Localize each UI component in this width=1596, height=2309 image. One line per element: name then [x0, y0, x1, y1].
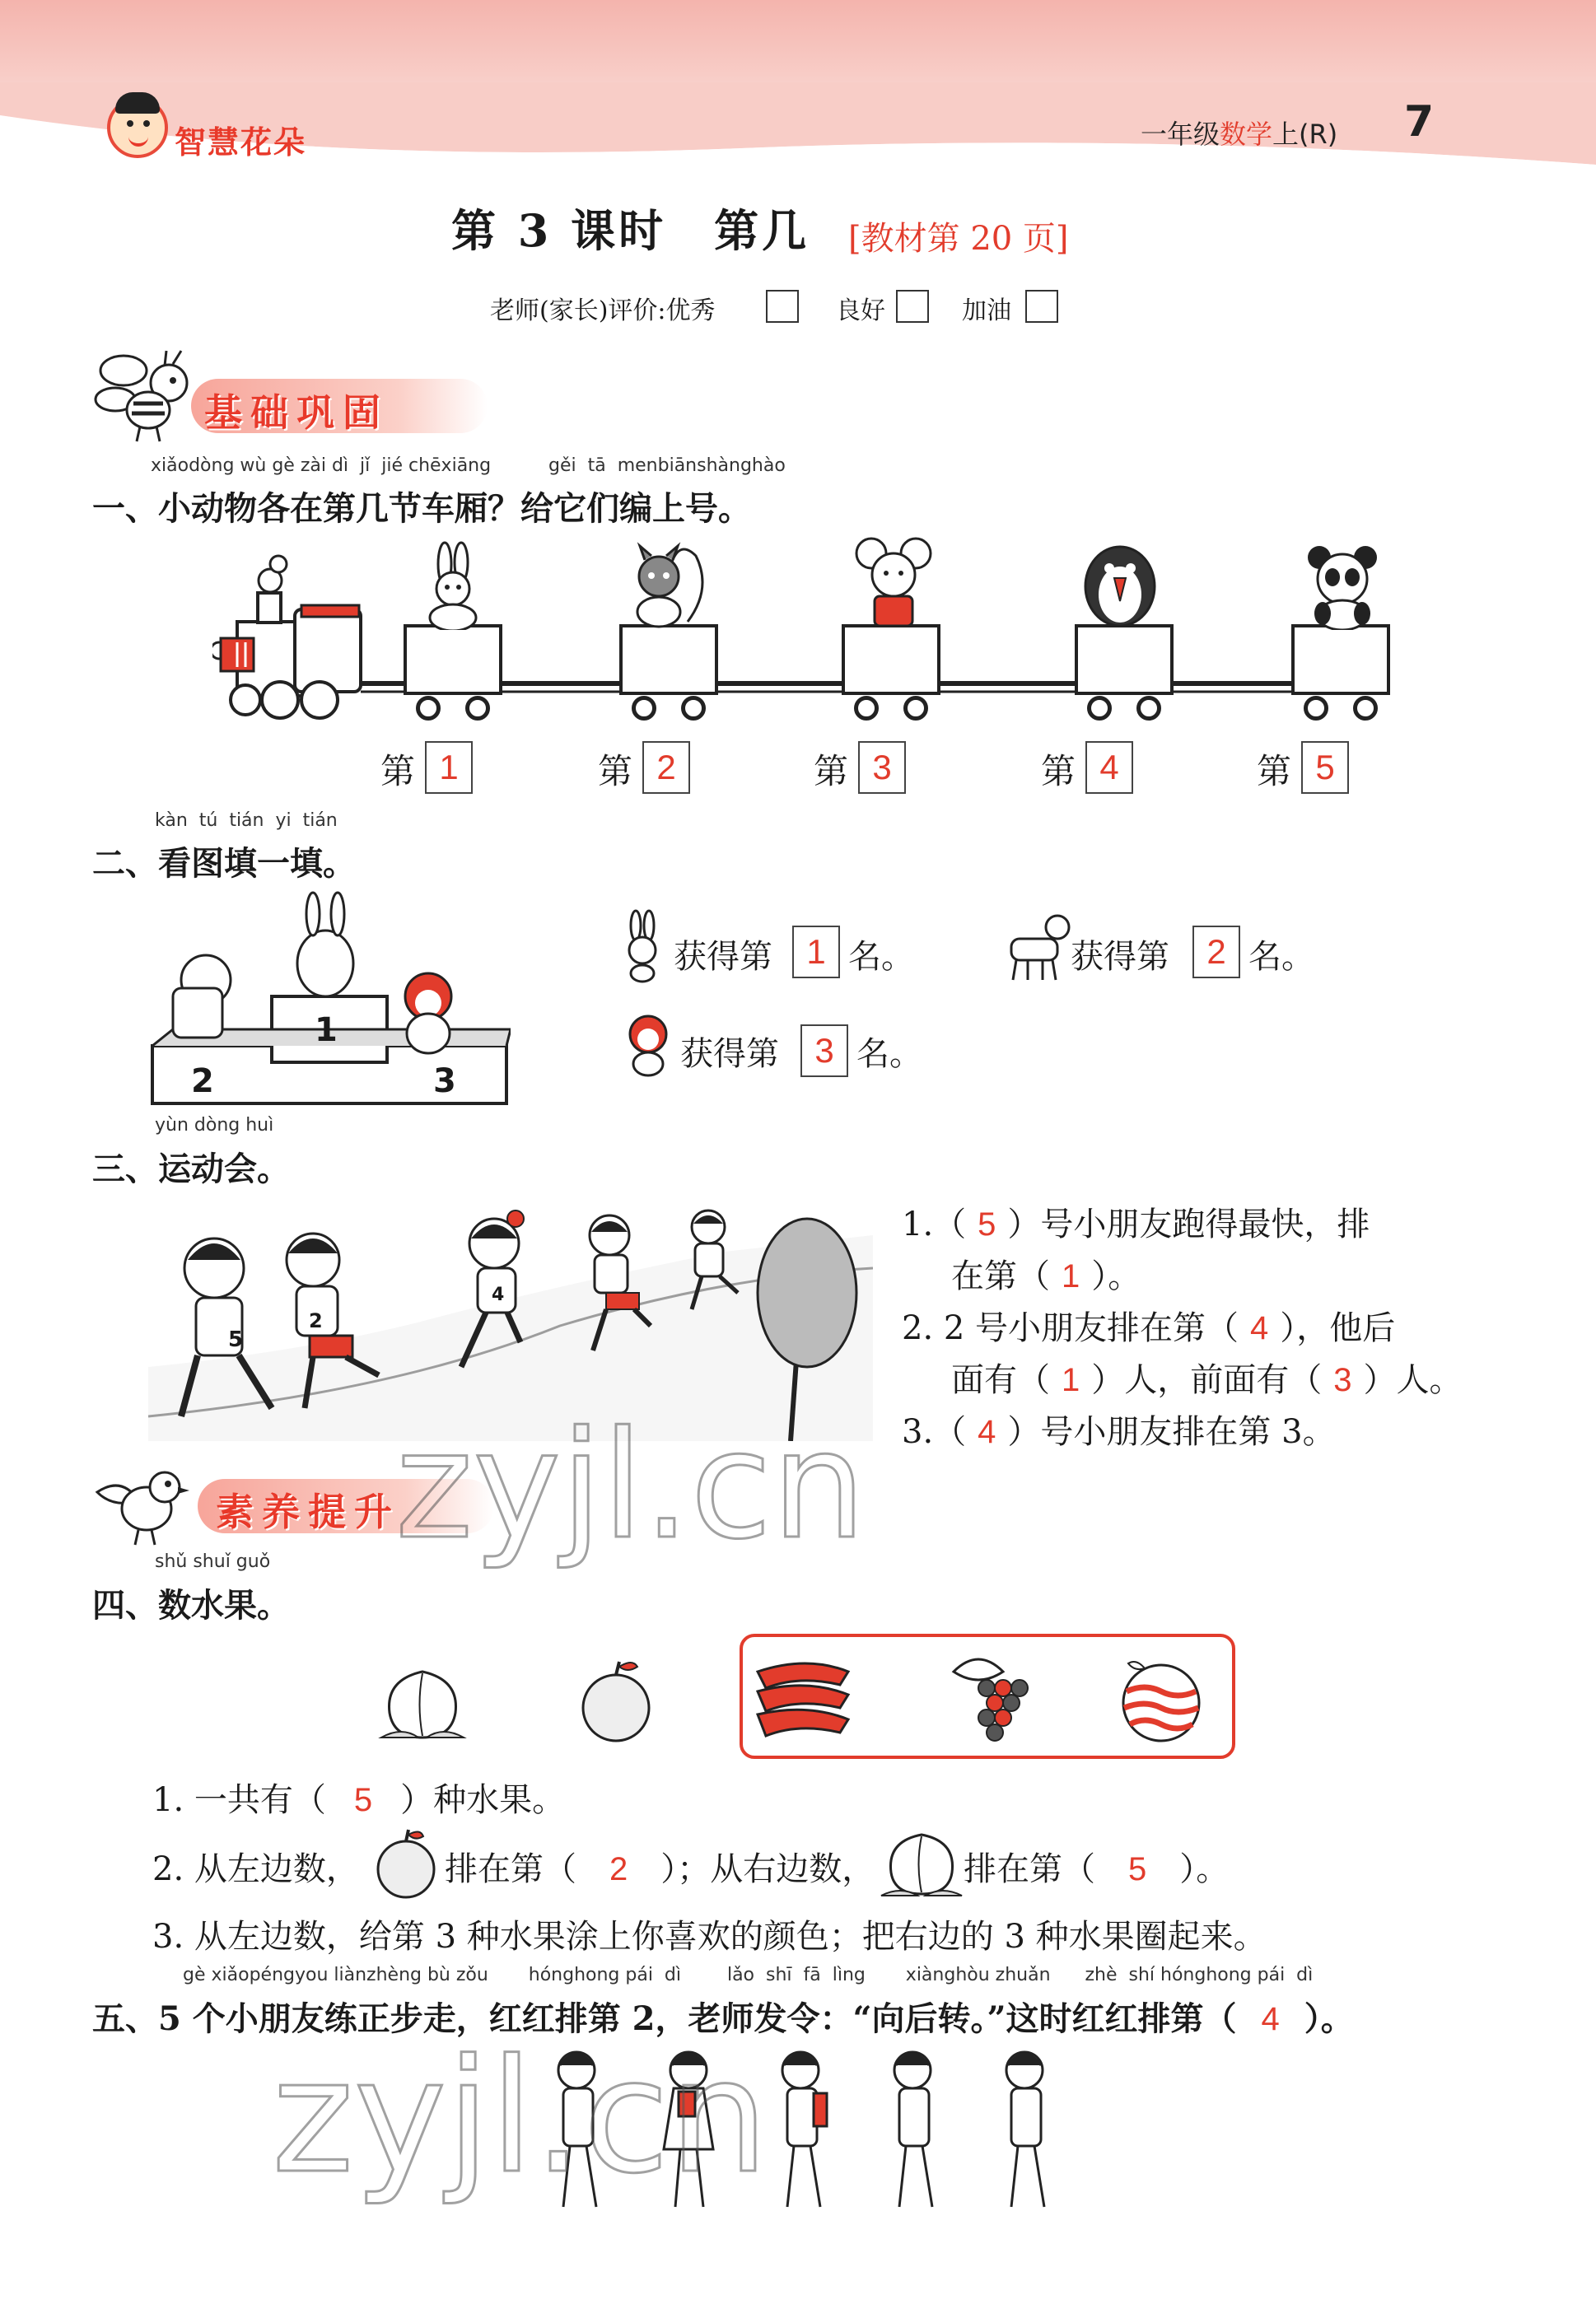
watermark-text: zyjl.cn — [395, 1400, 866, 1572]
q3-item3: 3.（ 4 ）号小朋友排在第 3。 — [902, 1413, 1336, 1451]
watermark-text: zyjl.cn — [272, 2026, 769, 2208]
q1-pinyin: xiǎodòng wù gè zài dì jǐ jié chēxiāng gěi tā menbiānshànghào — [151, 455, 786, 476]
train-illustration — [212, 543, 1398, 733]
brand-name: 智慧花朵 — [175, 124, 307, 161]
peach-icon — [878, 1828, 965, 1902]
apple-icon — [575, 1655, 657, 1746]
q1-answer-5[interactable]: 5 — [1301, 741, 1349, 794]
train-car-4 — [1075, 624, 1174, 695]
wheel — [903, 696, 928, 721]
rabbit-icon — [412, 539, 494, 630]
q4-pinyin: shǔ shuǐ guǒ — [155, 1551, 271, 1572]
apple-icon — [372, 1826, 440, 1901]
q2-horse-prefix: 获得第 — [1071, 938, 1169, 976]
q1-label-di: 第 — [1257, 751, 1292, 791]
podium-label-2: 2 — [191, 1062, 214, 1100]
q3-answer-6: 4 — [978, 1414, 996, 1450]
wheel — [632, 696, 656, 721]
q3-item2-line2: 面有（ 1 ）人，前面有（ 3 ）人。 — [951, 1361, 1463, 1399]
q1-answer-3[interactable]: 3 — [858, 741, 906, 794]
q2-text: 二、看图填一填。 — [92, 844, 356, 883]
wheel — [1304, 696, 1328, 721]
q1-answer-2[interactable]: 2 — [642, 741, 690, 794]
q4-answer-3: 5 — [1128, 1851, 1147, 1887]
evaluation-box-good[interactable] — [896, 290, 929, 323]
q2-monkey-answer[interactable]: 3 — [800, 1024, 848, 1077]
wheel — [416, 696, 441, 721]
q2-horse-suffix: 名。 — [1248, 938, 1314, 976]
wheel — [1087, 696, 1112, 721]
q2-monkey-prefix: 获得第 — [680, 1035, 779, 1073]
q3-answer-3: 4 — [1250, 1310, 1269, 1346]
q3-answer-2: 1 — [1062, 1258, 1080, 1294]
q4-item2-line: 排在第（ 2 ）；从右边数， — [445, 1850, 875, 1888]
q2-pinyin: kàn tú tián yi tián — [155, 810, 338, 831]
page-title: 第 3 课时 第几 — [451, 204, 810, 257]
section-title-improve: 素养提升 — [216, 1490, 400, 1534]
q3-answer-5: 3 — [1333, 1362, 1352, 1398]
mouse-icon — [848, 535, 939, 630]
train-car-3 — [842, 624, 940, 695]
q1-text: 一、小动物各在第几节车厢？给它们编上号。 — [92, 489, 751, 528]
q4-item2-a: 2. 从左边数， — [152, 1850, 359, 1888]
evaluation-row: 老师(家长)评价:优秀 — [490, 296, 716, 325]
q1-label-di: 第 — [380, 751, 416, 791]
q2-monkey-suffix: 名。 — [856, 1035, 922, 1073]
runner-number-4: 4 — [492, 1285, 505, 1305]
q2-rabbit-prefix: 获得第 — [674, 938, 772, 976]
monkey-icon — [619, 1011, 677, 1077]
q5-pinyin: gè xiǎopéngyou liànzhèng bù zǒu hónghong pái dì lǎo shī fā lìng xiànghòu zhuǎn zhè shí hónghong pái dì — [183, 1965, 1314, 1985]
watermelon-icon — [1112, 1650, 1211, 1749]
peach-icon — [377, 1663, 468, 1746]
q5-text: 五、5 个小朋友练正步走，红红排第 2，老师发令：“向后转。”这时红红排第（ 4 ）。 — [92, 1999, 1354, 2038]
banana-icon — [749, 1639, 865, 1754]
q4-answer-1: 5 — [353, 1782, 373, 1818]
q1-label-di: 第 — [1041, 751, 1076, 791]
podium-label-1: 1 — [315, 1011, 338, 1049]
q5-answer: 4 — [1261, 2001, 1280, 2037]
runner-number-2: 2 — [309, 1309, 323, 1332]
q4-text: 四、数水果。 — [92, 1586, 290, 1625]
q2-horse-answer[interactable]: 2 — [1192, 926, 1240, 978]
wheel — [1353, 696, 1378, 721]
evaluation-try-label: 加油 — [962, 296, 1011, 325]
q4-item3: 3. 从左边数，给第 3 种水果涂上你喜欢的颜色；把右边的 3 种水果圈起来。 — [152, 1918, 1267, 1956]
q3-text: 三、运动会。 — [92, 1150, 290, 1188]
q3-item1-line1: 1.（ 5 ）号小朋友跑得最快，排 — [902, 1206, 1370, 1243]
textbook-reference: [教材第 20 页] — [848, 220, 1069, 258]
q1-label-di: 第 — [814, 751, 849, 791]
wheel — [465, 696, 490, 721]
runner-number-5: 5 — [228, 1327, 244, 1352]
q3-item1-line2: 在第（ 1 ）。 — [951, 1257, 1141, 1295]
page-number: 7 — [1404, 97, 1435, 147]
q2-rabbit-answer[interactable]: 1 — [792, 926, 840, 978]
wheel — [854, 696, 879, 721]
q4-answer-2: 2 — [609, 1851, 628, 1887]
q4-item1: 1. 一共有（ 5 ）种水果。 — [152, 1781, 566, 1819]
train-car-1 — [404, 624, 502, 695]
horse-icon — [1000, 909, 1074, 983]
rabbit-icon — [618, 909, 667, 983]
bee-icon — [91, 346, 198, 445]
squirrel-icon — [614, 539, 712, 630]
q3-answer-1: 5 — [978, 1206, 996, 1243]
train-car-5 — [1291, 624, 1390, 695]
grapes-icon — [937, 1647, 1044, 1746]
wheel — [1136, 696, 1161, 721]
bird-icon — [89, 1459, 196, 1550]
train-car-2 — [619, 624, 718, 695]
penguin-icon — [1075, 535, 1165, 630]
q2-rabbit-suffix: 名。 — [848, 938, 914, 976]
section-title-basic: 基础巩固 — [204, 390, 389, 435]
evaluation-box-try[interactable] — [1025, 290, 1058, 323]
grade-label: 一年级数学上(R) — [1141, 119, 1338, 150]
q4-item2-line-right: 排在第（ 5 ）。 — [964, 1850, 1230, 1888]
brand-logo-icon — [107, 97, 168, 158]
q1-label-di: 第 — [598, 751, 633, 791]
q1-answer-4[interactable]: 4 — [1085, 741, 1133, 794]
q3-pinyin: yùn dòng huì — [155, 1115, 274, 1136]
q3-answer-4: 1 — [1062, 1362, 1080, 1398]
q3-item2-line1: 2. 2 号小朋友排在第（ 4 ），他后 — [902, 1309, 1396, 1347]
evaluation-box-excellent[interactable] — [766, 290, 799, 323]
podium-label-3: 3 — [433, 1062, 456, 1100]
panda-icon — [1301, 539, 1384, 630]
q1-answer-1[interactable]: 1 — [425, 741, 473, 794]
evaluation-good-label: 良好 — [836, 296, 885, 325]
wheel — [681, 696, 706, 721]
